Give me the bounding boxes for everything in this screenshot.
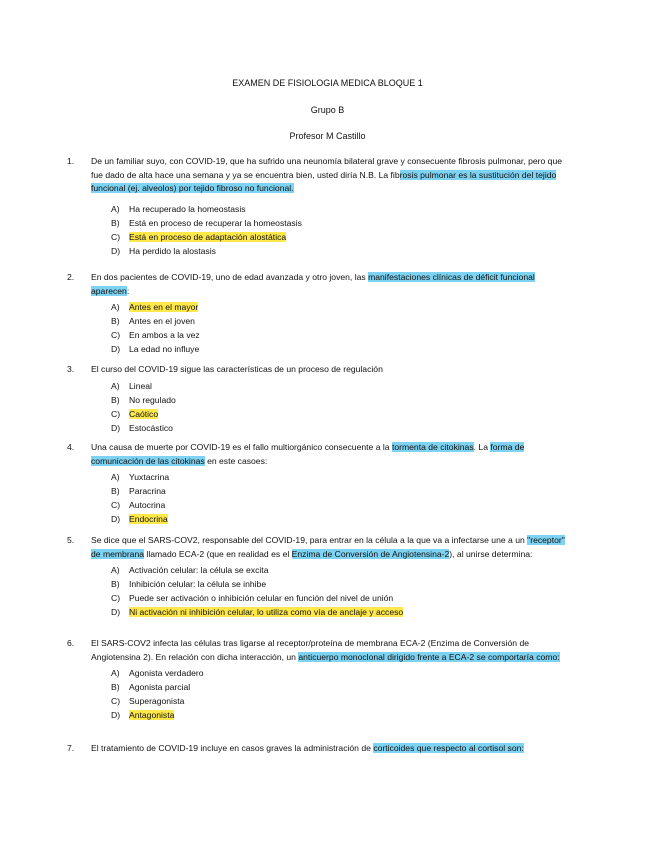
options-list (111, 563, 567, 619)
question-number: 5. (67, 535, 75, 545)
option-b: B) Está en proceso de recuperar la homeostasis (111, 217, 302, 228)
options-list (111, 379, 567, 435)
option-c: C) Autocrina (111, 500, 166, 510)
group-label: Grupo B (310, 105, 345, 115)
blue-highlight: manifestaciones clínicas de déficit funcional aparecen (91, 272, 535, 296)
question-6 (67, 637, 567, 722)
exam-title: EXAMEN DE FISIOLOGIA MEDICA BLOQUE 1 (232, 78, 423, 88)
option-a: A) Yuxtacrina (111, 472, 170, 482)
question-4 (67, 441, 567, 526)
option-a: A) Activación celular: la célula se excita (111, 565, 269, 575)
question-number: 4. (67, 442, 75, 452)
option-b: B) No regulado (111, 394, 176, 405)
yellow-highlight: Está en proceso de adaptación alostática (129, 231, 287, 242)
blue-highlight: "receptor" de membrana (91, 535, 565, 559)
option-c: C) Superagonista (111, 696, 185, 706)
option-a: A) Lineal (111, 380, 152, 391)
blue-highlight: tormenta de citokinas (391, 442, 474, 452)
question-text: En dos pacientes de COVID-19, uno de edad avanzada y otro joven, las manifestaciones clínicas de déficit funcional aparecen: (91, 272, 535, 296)
option-a: A) Antes en el mayor (111, 302, 199, 312)
question-5 (67, 534, 567, 619)
option-b: B) Paracrina (111, 486, 166, 496)
yellow-highlight: Ni activación ni inhibición celular, lo utiliza como vía de anclaje y acceso (129, 607, 404, 617)
option-b: B) Inhibición celular: la célula se inhibe (111, 579, 267, 589)
question-text: El curso del COVID-19 sigue las características de un proceso de regulación (91, 364, 383, 374)
option-c: C) En ambos a la vez (111, 330, 200, 340)
blue-highlight: forma de comunicación de las citokinas (91, 442, 525, 466)
option-a: A) Agonista verdadero (111, 668, 204, 678)
blue-highlight: Enzima de Conversión de Angiotensina-2 (291, 548, 450, 559)
question-text: El SARS-COV2 infecta las células tras ligarse al receptor/proteína de membrana ECA-2 (Enzima de Conversión de Angiotensina 2). En relación con dicha interacción, un anticuerpo monoclonal dirigido frente a ECA-2 se comportaría como: (91, 638, 560, 662)
option-d: D) Endocrina (111, 514, 168, 524)
question-text: Una causa de muerte por COVID-19 es el fallo multiorgánico consecuente a la tormenta de citokinas. La forma de comunicación de las citokinas en este casoes: (91, 442, 525, 466)
question-number: 6. (67, 638, 75, 648)
question-number: 1. (67, 156, 75, 166)
option-a: A) Ha recuperado la homeostasis (111, 203, 246, 214)
option-b: B) Agonista parcial (111, 682, 191, 692)
option-d: D) Estocástico (111, 422, 173, 433)
question-number: 3. (67, 364, 75, 374)
option-c: C) Puede ser activación o inhibición celular en función del nivel de unión (111, 593, 394, 603)
option-c: C) Caótico (111, 408, 159, 419)
question-2 (67, 271, 567, 356)
option-d: D) Antagonista (111, 710, 175, 720)
options-list (111, 666, 567, 722)
question-text: El tratamiento de COVID-19 incluye en casos graves la administración de corticoides que respecto al cortisol son: (91, 743, 524, 753)
yellow-highlight: Caótico (129, 408, 159, 419)
question-number: 2. (67, 272, 75, 282)
question-3 (67, 363, 567, 435)
yellow-highlight: Endocrina (129, 514, 168, 524)
question-text: Se dice que el SARS-COV2, responsable del COVID-19, para entrar en la célula a la que va a infectarse une a un "receptor" de membrana llamado ECA-2 (que en realidad es el Enzima de Conversión de Angiotensina-2), al unirse determina: (91, 535, 565, 559)
blue-highlight: anticuerpo monoclonal dirigido frente a ECA-2 se comportaría como: (298, 651, 560, 662)
options-list (111, 202, 567, 258)
question-1 (67, 155, 567, 258)
question-7 (67, 742, 567, 756)
yellow-highlight: Antes en el mayor (129, 302, 199, 312)
option-d: D) Ni activación ni inhibición celular, lo utiliza como vía de anclaje y acceso (111, 607, 404, 617)
yellow-highlight: Antagonista (129, 710, 175, 720)
options-list (111, 300, 567, 356)
options-list (111, 470, 567, 526)
option-d: D) Ha perdido la alostasis (111, 245, 216, 256)
professor-label: Profesor M Castillo (289, 131, 366, 141)
blue-highlight: rosis pulmonar es la sustitución del tejido funcional (ej. alveolos) por tejido fibroso no funcional. (91, 169, 557, 193)
blue-highlight: corticoides que respecto al cortisol son: (373, 743, 524, 753)
option-b: B) Antes en el joven (111, 316, 195, 326)
option-c: C) Está en proceso de adaptación alostática (111, 231, 287, 242)
question-number: 7. (67, 743, 75, 753)
question-text: De un familiar suyo, con COVID-19, que ha sufrido una neunomía bilateral grave y consecuente fibrosis pulmonar, pero que fue dado de alta hace una semana y ya se encuentra bien, usted diría N.B. La fibrosis pulmonar es la sustitución del tejido funcional (ej. alveolos) por tejido fibroso no funcional. (91, 156, 563, 193)
option-d: D) La edad no influye (111, 344, 200, 354)
